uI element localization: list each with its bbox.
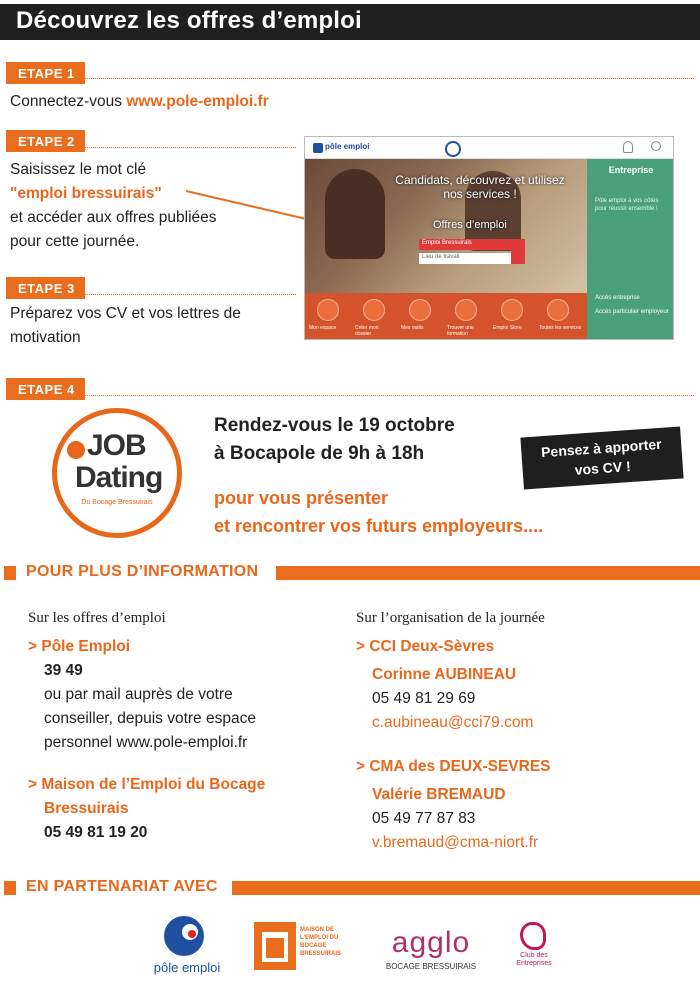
site-sidebar-text: Pôle emploi à vos côtés pour réussir ensemble ! (595, 198, 659, 212)
etape-1-text: Connectez-vous www.pole-emploi.fr (10, 93, 269, 110)
cv-reminder-sticker: Pensez à apporter vos CV ! (520, 426, 683, 489)
agglo-logo (384, 924, 478, 974)
site-search-button[interactable] (511, 239, 525, 264)
service-tile[interactable] (317, 299, 339, 321)
etape-4-badge: ETAPE 4 (6, 378, 85, 400)
pole-emploi-link[interactable]: www.pole-emploi.fr (126, 93, 269, 110)
logo-word-job: JOB (87, 429, 146, 462)
site-sidebar-link[interactable]: Accès particulier employeur (595, 309, 669, 315)
service-tile-label: Créer mon dossier (355, 325, 379, 337)
agglo-wordmark: agglo (391, 926, 471, 959)
logo-subtitle: Du Bocage Bressuirais (81, 499, 153, 506)
maison-emploi-wordmark: MAISON DE L’EMPLOI DU BOCAGE BRESSUIRAIS (300, 927, 342, 957)
info-left-heading: Sur les offres d’emploi (28, 610, 166, 626)
pole-emploi-logo-icon (313, 143, 323, 153)
info-left-column: Sur les offres d’emploi > Pôle Emploi 39 49 ou par mail auprès de votre conseiller, depuis votre espace personnel www.pole-emploi.fr > Maison de l’Emploi du Bocage Bressuirais 05 49 81 19 20 (28, 610, 348, 845)
people-icon (67, 441, 85, 459)
job-dating-logo (52, 408, 182, 538)
club-wordmark: Club des Entreprises (516, 952, 552, 967)
site-services-bar (305, 293, 587, 340)
section-bar-left (4, 881, 16, 895)
etape-2-badge: ETAPE 2 (6, 130, 85, 152)
email-link[interactable]: v.bremaud@cma-niort.fr (372, 834, 539, 851)
service-tile[interactable] (455, 299, 477, 321)
site-search-title: Offres d’emploi (433, 219, 507, 231)
org-cma: > CMA des DEUX-SEVRES (356, 758, 551, 775)
service-tile[interactable] (547, 299, 569, 321)
service-tile-label: Mes outils (401, 325, 424, 331)
site-sidebar-title: Entreprise (608, 165, 654, 175)
org-pole-emploi: > Pôle Emploi (28, 638, 131, 655)
phone-number: 05 49 81 29 69 (372, 690, 476, 707)
service-tile-label: Trouver une formation (447, 325, 474, 337)
website-screenshot (304, 136, 674, 340)
section-bar-right (276, 566, 700, 580)
page-title: Découvrez les offres d’emploi (16, 7, 362, 34)
search-icon (651, 141, 661, 151)
logo-word-dating: Dating (75, 461, 163, 494)
info-right-column (356, 610, 686, 855)
contact-name: Corinne AUBINEAU (372, 666, 517, 683)
maison-emploi-logo (254, 922, 360, 972)
partners-section-title: EN PARTENARIAT AVEC (20, 878, 224, 896)
club-emblem-icon (520, 922, 546, 950)
service-tile-label: Mon espace (309, 325, 337, 331)
pole-emploi-globe-icon (164, 916, 204, 956)
club-entreprises-logo (504, 922, 564, 974)
etape-3-text: Préparez vos CV et vos lettres de motivation (10, 305, 241, 346)
etape-3-badge: ETAPE 3 (6, 277, 85, 299)
site-logo-emblem (445, 141, 461, 157)
agglo-subtitle: BOCAGE BRESSUIRAIS (385, 962, 477, 971)
phone-number: 05 49 77 87 83 (372, 810, 476, 827)
section-bar-left (4, 566, 16, 580)
site-location-input[interactable]: Lieu de travail (419, 253, 511, 264)
site-sidebar-link[interactable]: Accès entreprise (595, 295, 640, 301)
service-tile-label: Toutes les services (539, 325, 582, 331)
site-headline: Candidats, découvrez et utilisez nos services ! (395, 173, 565, 201)
site-search-input[interactable]: Emploi Bressuirais (419, 239, 511, 250)
site-sidebar (587, 159, 674, 340)
etape-1-badge: ETAPE 1 (6, 62, 85, 84)
pole-emploi-logo (142, 914, 232, 978)
pole-emploi-wordmark: pôle emploi (153, 960, 221, 975)
info-section-title: POUR PLUS D’INFORMATION (20, 563, 264, 581)
service-tile[interactable] (409, 299, 431, 321)
divider (6, 395, 694, 396)
divider (6, 147, 296, 148)
person-silhouette (325, 169, 385, 259)
divider (6, 78, 694, 79)
etape-2-text: Saisissez le mot clé "emploi bressuirais" et accéder aux offres publiées pour cette journée. (10, 158, 300, 254)
service-tile[interactable] (501, 299, 523, 321)
phone-number: 05 49 81 19 20 (44, 824, 148, 841)
service-tile-label: Emploi Store (493, 325, 522, 331)
email-link[interactable]: c.aubineau@cci79.com (372, 714, 534, 731)
user-icon (623, 141, 633, 153)
site-logo: pôle emploi (325, 142, 370, 151)
section-bar-right (232, 881, 700, 895)
event-purpose: pour vous présenter et rencontrer vos futurs employeurs.... (214, 488, 544, 536)
org-maison-emploi: > Maison de l’Emploi du Bocage (28, 776, 266, 793)
divider (6, 294, 296, 295)
info-right-heading: Sur l’organisation de la journée (356, 610, 545, 626)
site-topbar (305, 137, 674, 159)
service-tile[interactable] (363, 299, 385, 321)
org-cci: > CCI Deux-Sèvres (356, 638, 495, 655)
contact-name: Valérie BREMAUD (372, 786, 506, 803)
phone-number: 39 49 (44, 662, 83, 679)
keyword: "emploi bressuirais" (10, 185, 162, 202)
site-hero-photo (305, 159, 587, 293)
maison-emploi-house-icon (254, 922, 296, 970)
event-details: Rendez-vous le 19 octobre à Bocapole de 9h à 18h (214, 415, 455, 464)
